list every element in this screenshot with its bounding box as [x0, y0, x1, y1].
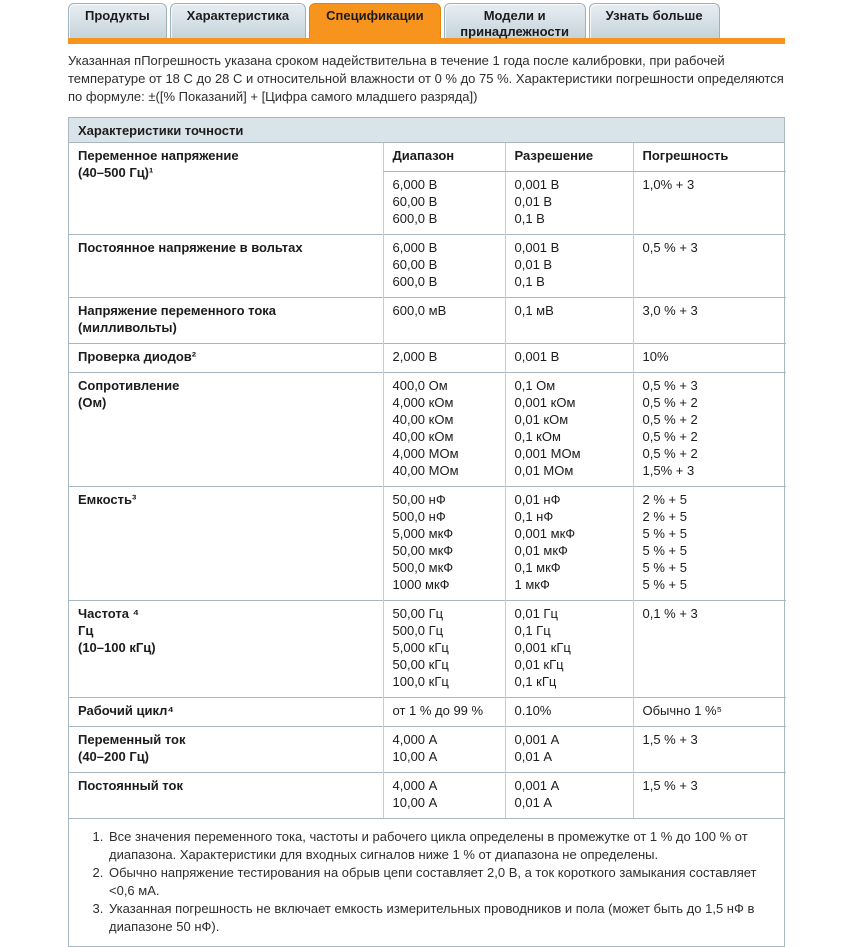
column-header-accuracy: Погрешность — [633, 143, 786, 172]
cell-resolution: 0,001 В — [505, 344, 633, 373]
cell-resolution: 0,001 В 0,01 В 0,1 В — [505, 172, 633, 235]
tab-characteristics[interactable]: Характеристика — [170, 3, 306, 38]
cell-resolution: 0,01 нФ 0,1 нФ 0,001 мкФ 0,01 мкФ 0,1 мкФ 1 мкФ — [505, 487, 633, 601]
cell-parameter: Частота ⁴ Гц (10–100 кГц) — [69, 601, 383, 698]
cell-parameter: Напряжение переменного тока (милливольты) — [69, 298, 383, 344]
footnotes-list — [83, 828, 770, 936]
cell-resolution: 0,1 мВ — [505, 298, 633, 344]
cell-accuracy: 1,5 % + 3 — [633, 727, 786, 773]
cell-parameter: Проверка диодов² — [69, 344, 383, 373]
cell-accuracy: 1,5 % + 3 — [633, 773, 786, 819]
cell-range: 6,000 В 60,00 В 600,0 В — [383, 172, 505, 235]
table-row — [69, 298, 786, 344]
table-row — [69, 773, 786, 819]
footnote-item: 1. Все значения переменного тока, частоты и рабочего цикла определены в промежутке от 1 % до 100 % от диапазона. Характеристики для входных сигналов ниже 1 % от диапазона не определены. — [107, 828, 770, 864]
cell-accuracy: 1,0% + 3 — [633, 172, 786, 235]
cell-accuracy: 2 % + 5 2 % + 5 5 % + 5 5 % + 5 5 % + 5 5 % + 5 — [633, 487, 786, 601]
table-row — [69, 373, 786, 487]
cell-parameter: Постоянный ток — [69, 773, 383, 819]
table-row — [69, 727, 786, 773]
cell-range: 600,0 мВ — [383, 298, 505, 344]
table-row — [69, 601, 786, 698]
cell-range: от 1 % до 99 % — [383, 698, 505, 727]
cell-accuracy: 0,5 % + 3 — [633, 235, 786, 298]
cell-range: 4,000 А 10,00 А — [383, 727, 505, 773]
cell-resolution: 0,1 Ом 0,001 кОм 0,01 кОм 0,1 кОм 0,001 МОм 0,01 МОм — [505, 373, 633, 487]
table-title: Характеристики точности — [69, 118, 784, 143]
cell-range: 6,000 В 60,00 В 600,0 В — [383, 235, 505, 298]
cell-parameter: Переменный ток (40–200 Гц) — [69, 727, 383, 773]
table-row — [69, 487, 786, 601]
cell-range: 4,000 А 10,00 А — [383, 773, 505, 819]
table-row — [69, 143, 786, 172]
tab-learn-more[interactable]: Узнать больше — [589, 3, 720, 38]
page-content — [68, 0, 785, 947]
footnotes-section — [69, 818, 784, 946]
accuracy-spec-table — [68, 117, 785, 947]
cell-resolution: 0,01 Гц 0,1 Гц 0,001 кГц 0,01 кГц 0,1 кГц — [505, 601, 633, 698]
cell-range: 400,0 Ом 4,000 кОм 40,00 кОм 40,00 кОм 4,000 МОм 40,00 МОм — [383, 373, 505, 487]
table-row — [69, 344, 786, 373]
footnote-item: 2. Обычно напряжение тестирования на обрыв цепи составляет 2,0 В, а ток короткого замыкания составляет <0,6 мА. — [107, 864, 770, 900]
cell-resolution: 0,001 А 0,01 А — [505, 773, 633, 819]
tab-specifications[interactable]: Спецификации — [309, 3, 441, 38]
cell-range: 50,00 Гц 500,0 Гц 5,000 кГц 50,00 кГц 100,0 кГц — [383, 601, 505, 698]
cell-parameter: Сопротивление (Ом) — [69, 373, 383, 487]
cell-range: 50,00 нФ 500,0 нФ 5,000 мкФ 50,00 мкФ 500,0 мкФ 1000 мкФ — [383, 487, 505, 601]
table-row — [69, 235, 786, 298]
cell-accuracy: 10% — [633, 344, 786, 373]
cell-parameter: Рабочий цикл⁴ — [69, 698, 383, 727]
cell-parameter: Емкость³ — [69, 487, 383, 601]
cell-parameter: Постоянное напряжение в вольтах — [69, 235, 383, 298]
table-row — [69, 698, 786, 727]
column-header-range: Диапазон — [383, 143, 505, 172]
cell-accuracy: 0,1 % + 3 — [633, 601, 786, 698]
tab-products[interactable]: Продукты — [68, 3, 167, 38]
cell-accuracy: Обычно 1 %⁵ — [633, 698, 786, 727]
cell-resolution: 0,001 А 0,01 А — [505, 727, 633, 773]
spec-table — [69, 143, 786, 818]
cell-accuracy: 3,0 % + 3 — [633, 298, 786, 344]
active-tab-underline — [68, 38, 785, 44]
cell-range: 2,000 В — [383, 344, 505, 373]
footnote-item: 3. Указанная погрешность не включает емкость измерительных проводников и пола (может быть до 1,5 нФ в диапазоне 50 нФ). — [107, 900, 770, 936]
tab-models-accessories[interactable]: Модели и принадлежности — [444, 3, 586, 38]
column-header-resolution: Разрешение — [505, 143, 633, 172]
intro-text: Указанная пПогрешность указана сроком надействительна в течение 1 года после калибровки, при рабочей температуре от 18 С до 28 С и относительной влажности от 0 % до 75 %. Характеристики погрешности определяются по формуле: ±([% Показаний] + [Цифра самого младшего разряда]) — [68, 53, 784, 104]
cell-accuracy: 0,5 % + 3 0,5 % + 2 0,5 % + 2 0,5 % + 2 0,5 % + 2 1,5% + 3 — [633, 373, 786, 487]
tab-bar — [68, 0, 785, 38]
cell-resolution: 0,001 В 0,01 В 0,1 В — [505, 235, 633, 298]
cell-resolution: 0.10% — [505, 698, 633, 727]
cell-parameter: Переменное напряжение (40–500 Гц)¹ — [78, 148, 239, 180]
